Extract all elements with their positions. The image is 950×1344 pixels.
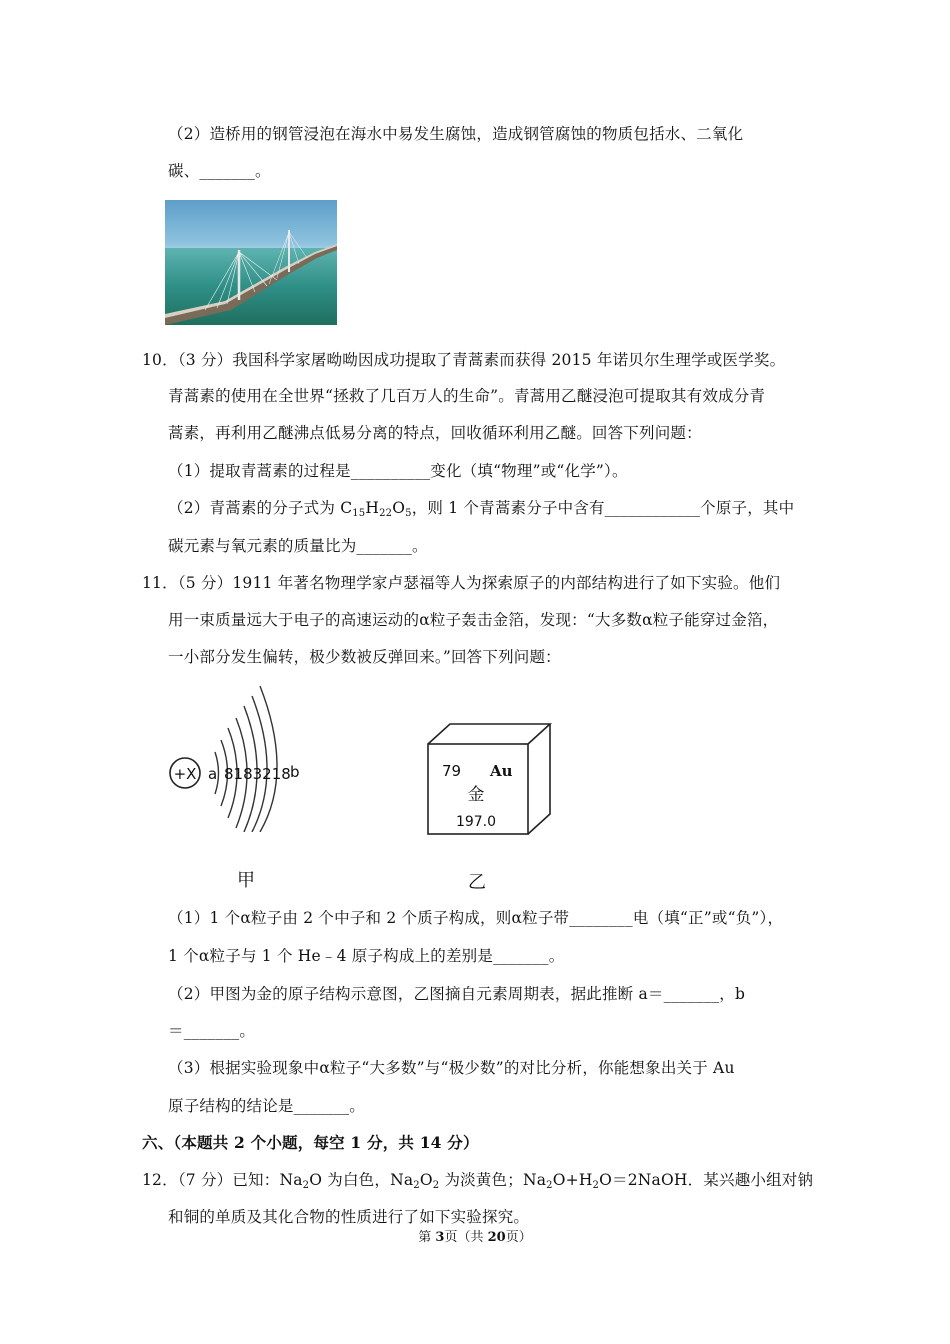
q10-part1: （1）提取青蒿素的过程是__________变化（填“物理”或“化学”）。 [168,462,628,480]
q11-part2-line1: （2）甲图为金的原子结构示意图，乙图摘自元素周期表，据此推断 a＝_______，b [168,985,746,1003]
periodic-table-cube [420,714,560,844]
q11-line3: 一小部分发生偏转，极少数被反弹回来。”回答下列问题： [168,648,561,666]
q11-line1: 11．（5 分）1911 年著名物理学家卢瑟福等人为探索原子的内部结构进行了如下实验。他们 [142,574,781,592]
atomic-mass: 197.0 [455,814,497,830]
atomic-number: 79 [442,762,462,780]
q10-line2: 青蒿素的使用在全世界“拯救了几百万人的生命”。青蒿用乙醚浸泡可提取其有效成分青 [168,387,766,405]
q11-part1-line1: （1）1 个α粒子由 2 个中子和 2 个质子构成，则α粒子带________电（填“正”或“负”）， [168,909,784,927]
q12-line2: 和铜的单质及其化合物的性质进行了如下实验探究。 [168,1208,530,1226]
shell-electrons-label: 8183218 [224,765,291,783]
atom-structure-diagram [160,682,310,832]
q11-line2: 用一束质量远大于电子的高速运动的α粒子轰击金箔，发现：“大多数α粒子能穿过金箔， [168,611,779,629]
section-heading: 六、（本题共 2 个小题，每空 1 分，共 14 分） [142,1133,479,1152]
figure-jia-caption: 甲 [237,870,255,891]
figure-yi-caption: 乙 [468,872,486,893]
element-name: 金 [467,785,485,805]
q12-line1: 12．（7 分）已知：$Na_2O$ 为白色，$Na_2O_2$ 为淡黄色；$Na_2O+H_2O=2NaOH$．某兴趣小组对钠 [142,1171,814,1191]
q11-part3-line2: 原子结构的结论是_______。 [168,1097,365,1115]
q10-part2-line2: 碳元素与氧元素的质量比为_______。 [168,537,428,555]
shell-a-label: a [208,765,218,783]
nucleus-label: +X [173,765,197,783]
q10-part2-line1: （2）青蒿素的分子式为 $C_{15}H_{22}O_5$，则 1 个青蒿素分子中含有____________个原子，其中 [168,499,795,519]
q9-part2-line1: （2）造桥用的钢管浸泡在海水中易发生腐蚀，造成钢管腐蚀的物质包括水、二氧化 [168,125,744,143]
bridge-photo [165,200,337,325]
page-footer: 第 3页（共 20页） [418,1230,532,1245]
shell-b-label: b [290,763,300,781]
element-symbol: Au [490,762,513,780]
q9-part2-line2: 碳、_______。 [168,162,271,180]
q11-part3-line1: （3）根据实验现象中α粒子“大多数”与“极少数”的对比分析，你能想象出关于 Au [168,1059,735,1077]
q11-part2-line2: ＝_______。 [168,1022,256,1040]
q10-line3: 蒿素，再利用乙醚沸点低易分离的特点，回收循环利用乙醚。回答下列问题： [168,424,702,442]
q10-line1: 10．（3 分）我国科学家屠呦呦因成功提取了青蒿素而获得 2015 年诺贝尔生理学或医学奖。 [142,351,786,369]
q11-part1-line2: 1 个α粒子与 1 个 He﹣4 原子构成上的差别是_______。 [168,947,565,965]
